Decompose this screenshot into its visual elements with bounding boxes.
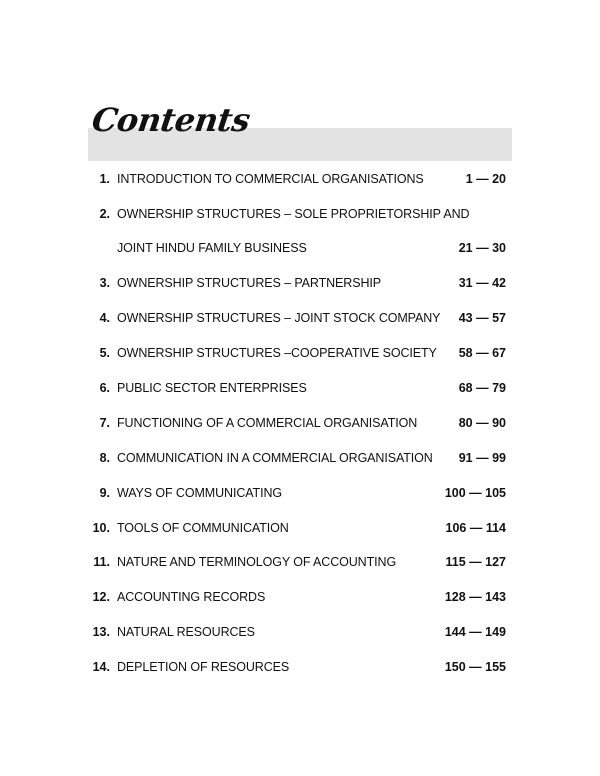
toc-entry-number: 12. [92, 590, 110, 604]
toc-entry [0, 343, 600, 363]
toc-entry-title: COMMUNICATION IN A COMMERCIAL ORGANISATION [117, 451, 433, 465]
toc-entry [0, 273, 600, 293]
toc-entry-title: OWNERSHIP STRUCTURES – JOINT STOCK COMPANY [117, 311, 441, 325]
toc-entry-title: OWNERSHIP STRUCTURES – SOLE PROPRIETORSHIP AND [117, 207, 470, 221]
toc-entry-pages: 128 — 143 [444, 590, 506, 604]
toc-entry [0, 378, 600, 398]
toc-entry [0, 587, 600, 607]
toc-entry [0, 622, 600, 642]
toc-entry-number: 6. [99, 381, 110, 395]
toc-entry-number: 14. [92, 660, 110, 674]
toc-entry [0, 204, 600, 224]
toc-entry [0, 413, 600, 433]
toc-entry-pages: 144 — 149 [444, 625, 506, 639]
toc-entry-pages: 68 — 79 [458, 381, 506, 395]
toc-entry [0, 483, 600, 503]
toc-entry-title: ACCOUNTING RECORDS [117, 590, 266, 604]
toc-entry-number: 10. [92, 521, 110, 535]
toc-entry-title: OWNERSHIP STRUCTURES – PARTNERSHIP [117, 276, 382, 290]
toc-entry-title: NATURE AND TERMINOLOGY OF ACCOUNTING [117, 555, 397, 569]
toc-entry-number: 7. [99, 416, 110, 430]
toc-entry-pages: 58 — 67 [458, 346, 506, 360]
toc-entry-number: 11. [93, 555, 110, 569]
toc-entry [0, 657, 600, 677]
toc-entry-title: DEPLETION OF RESOURCES [117, 660, 290, 674]
toc-entry-pages: 150 — 155 [444, 660, 506, 674]
toc-entry-pages: 21 — 30 [458, 241, 506, 255]
toc-entry-pages: 115 — 127 [445, 555, 506, 569]
toc-entry-pages: 1 — 20 [465, 172, 506, 186]
toc-entry-number: 4. [99, 311, 110, 325]
toc-entry-number: 2. [99, 207, 110, 221]
toc-entry-title: NATURAL RESOURCES [117, 625, 255, 639]
toc-entry-title: WAYS OF COMMUNICATING [117, 486, 283, 500]
toc-entry-pages: 106 — 114 [445, 521, 506, 535]
toc-entry-pages: 31 — 42 [458, 276, 506, 290]
toc-entry-number: 5. [99, 346, 110, 360]
toc-entry-number: 13. [92, 625, 110, 639]
toc-entry-pages: 100 — 105 [444, 486, 506, 500]
toc-entry [0, 169, 600, 189]
toc-entry-number: 9. [99, 486, 110, 500]
toc-entry [0, 308, 600, 328]
toc-entry-title: OWNERSHIP STRUCTURES –COOPERATIVE SOCIETY [117, 346, 437, 360]
toc-entry-title: TOOLS OF COMMUNICATION [117, 521, 289, 535]
toc-entry [0, 448, 600, 468]
toc-entry-number: 8. [99, 451, 110, 465]
toc-entry-number: 1. [99, 172, 110, 186]
toc-entry [0, 518, 600, 538]
toc-entry-pages: 80 — 90 [458, 416, 506, 430]
toc-entry-pages: 91 — 99 [458, 451, 506, 465]
toc-entry-title: PUBLIC SECTOR ENTERPRISES [117, 381, 307, 395]
toc-entry [0, 238, 600, 258]
toc-entry-title: FUNCTIONING OF A COMMERCIAL ORGANISATION [117, 416, 418, 430]
toc-entry-title: JOINT HINDU FAMILY BUSINESS [117, 241, 307, 255]
page-title: Contents [89, 101, 253, 139]
toc-entry [0, 552, 600, 572]
toc-entry-number: 3. [99, 276, 110, 290]
toc-entry-title: INTRODUCTION TO COMMERCIAL ORGANISATIONS [117, 172, 424, 186]
toc-entry-pages: 43 — 57 [458, 311, 506, 325]
